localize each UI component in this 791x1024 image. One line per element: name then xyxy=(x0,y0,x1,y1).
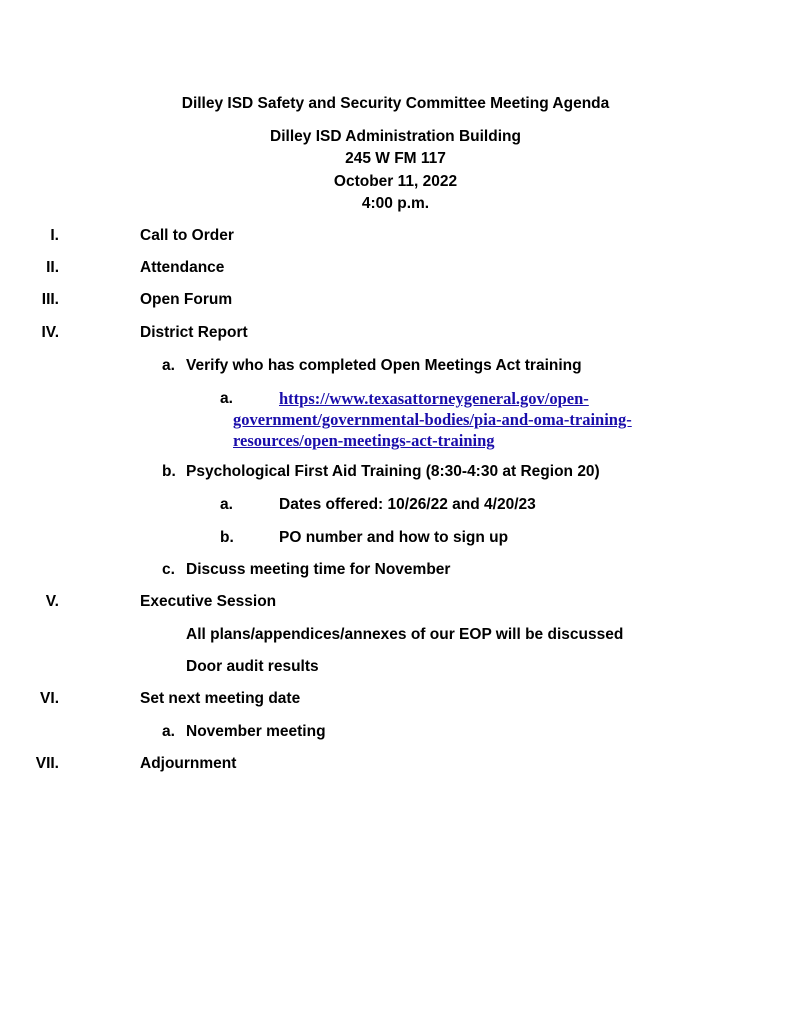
meeting-location: Dilley ISD Administration Building xyxy=(270,128,521,145)
subitem-iv-a xyxy=(162,356,582,376)
meeting-address: 245 W FM 117 xyxy=(345,150,446,167)
item-number: I. xyxy=(50,227,59,244)
subitem-iv-b xyxy=(162,462,600,482)
subitem-iv-c xyxy=(162,560,451,580)
item-text: Call to Order xyxy=(140,227,234,244)
meeting-time: 4:00 p.m. xyxy=(361,195,430,212)
item-text: Adjournment xyxy=(140,755,237,772)
item-text: Executive Session xyxy=(140,593,277,610)
item-number: V. xyxy=(45,593,59,610)
link-letter: a. xyxy=(220,390,233,407)
subitem-letter: a. xyxy=(162,357,175,374)
oma-training-link-line3[interactable]: resources/open-meetings-act-training xyxy=(233,431,495,450)
subitem-letter: c. xyxy=(162,561,175,578)
item-number: VI. xyxy=(40,690,59,707)
subitem-letter: a. xyxy=(162,723,175,740)
subitem-text: Discuss meeting time for November xyxy=(186,561,451,578)
subsubitem-iv-b-a xyxy=(220,495,536,515)
item-number: VII. xyxy=(35,755,59,772)
item-number: IV. xyxy=(41,324,59,341)
oma-training-link-line1[interactable]: https://www.texasattorneygeneral.gov/open- xyxy=(279,389,589,408)
subsubitem-text: PO number and how to sign up xyxy=(279,529,509,546)
item-text: Set next meeting date xyxy=(140,690,301,707)
subitem-text: Verify who has completed Open Meetings Act training xyxy=(186,357,582,374)
subsubitem-iv-b-b xyxy=(220,528,509,548)
agenda-title: Dilley ISD Safety and Security Committee Meeting Agenda xyxy=(181,95,610,112)
subitem-vi-a xyxy=(162,722,326,742)
item-text: District Report xyxy=(140,324,248,341)
item-number: III. xyxy=(41,291,59,308)
meeting-date: October 11, 2022 xyxy=(333,173,458,190)
item-text: Open Forum xyxy=(140,291,233,308)
subitem-text: November meeting xyxy=(186,723,326,740)
item-text: Attendance xyxy=(140,259,225,276)
executive-session-line1: All plans/appendices/annexes of our EOP will be discussed xyxy=(186,626,624,643)
subitem-letter: b. xyxy=(162,463,176,480)
oma-training-link-line2[interactable]: government/governmental-bodies/pia-and-oma-training- xyxy=(233,410,632,429)
subitem-text: Psychological First Aid Training (8:30-4:30 at Region 20) xyxy=(186,463,600,480)
subsubitem-letter: b. xyxy=(220,529,234,546)
subsubitem-letter: a. xyxy=(220,496,233,513)
executive-session-line2: Door audit results xyxy=(186,658,319,675)
subsubitem-text: Dates offered: 10/26/22 and 4/20/23 xyxy=(279,496,536,513)
item-number: II. xyxy=(46,259,59,276)
